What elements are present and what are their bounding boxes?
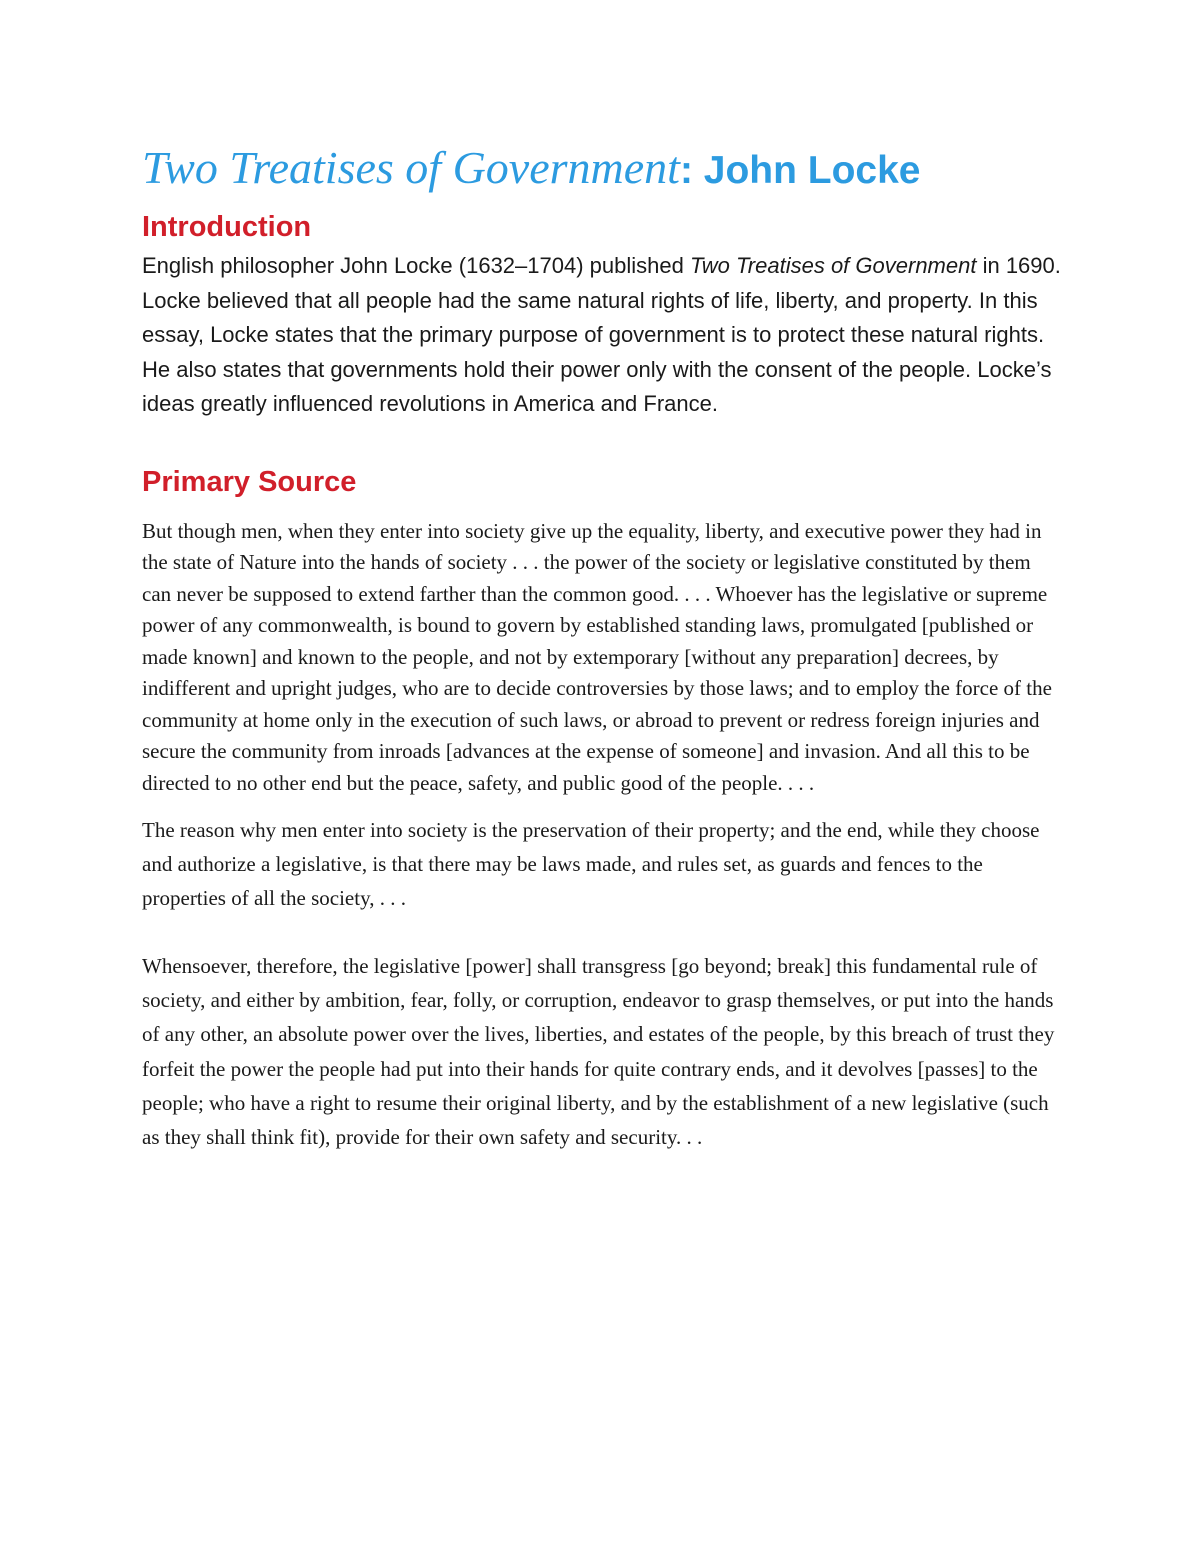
intro-paragraph [142, 249, 1062, 422]
intro-heading: Introduction [142, 211, 312, 243]
title-author: : John Locke [679, 149, 921, 192]
primary-source-heading: Primary Source [142, 465, 357, 498]
intro-text-start: English philosopher John Locke (1632–1704) published [142, 253, 690, 278]
document-title [142, 140, 1062, 199]
primary-source-paragraph-1: But though men, when they enter into society give up the equality, liberty, and executive power they had in the state of Nature into the hands of society . . . the power of the society or legislative constituted by them can never be supposed to extend farther than the common good. . . . Whoever has the legislative or supreme power of any commonwealth, is bound to govern by established standing laws, promulgated [published or made known] and known to the people, and not by extemporary [without any preparation] decrees, by indifferent and upright judges, who are to decide controversies by those laws; and to employ the force of the community at home only in the execution of such laws, or abroad to prevent or redress foreign injuries and secure the community from inroads [advances at the expense of someone] and invasion. And all this to be directed to no other end but the peace, safety, and public good of the people. . . . [142, 518, 1052, 795]
document-page [142, 140, 1062, 1154]
intro-book-title: Two Treatises of Government [689, 253, 977, 278]
intro-text-end: in 1690. Locke believed that all people had the same natural rights of life, liberty, and property. In this essay, Locke states that the primary purpose of government is to protect these natural rights. He also states that governments hold their power only with the consent of the people. Locke’s ideas greatly influenced revolutions in America and France. [142, 253, 1061, 416]
primary-source-paragraph-2: The reason why men enter into society is the preservation of their property; and the end, while they choose and authorize a legislative, is that there may be laws made, and rules set, as guards and fences to the properties of all the society, . . . [142, 818, 1040, 910]
primary-source-paragraph-3: Whensoever, therefore, the legislative [power] shall transgress [go beyond; break] this fundamental rule of society, and either by ambition, fear, folly, or corruption, endeavor to grasp themselves, or put into the hands of any other, an absolute power over the lives, liberties, and estates of the people, by this breach of trust they forfeit the power the people had put into their hands for quite contrary ends, and it devolves [passes] to the people; who have a right to resume their original liberty, and by the establishment of a new legislative (such as they shall think fit), provide for their own safety and security. . . [142, 954, 1055, 1150]
title-book-name: Two Treatises of Government [142, 142, 680, 193]
